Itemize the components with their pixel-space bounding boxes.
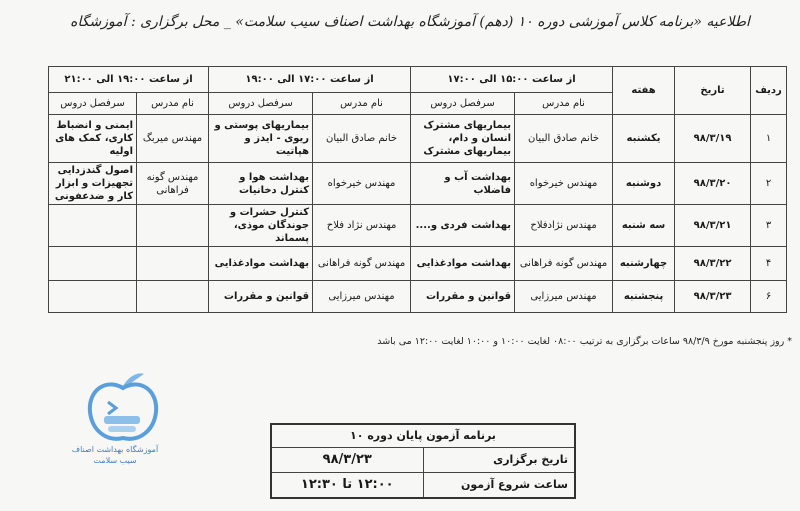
apple-logo-icon	[78, 368, 168, 486]
teacher-cell	[137, 205, 209, 247]
teacher-cell: مهندس میرزایی	[313, 281, 411, 313]
logo-text: آموزشگاه بهداشت اصناف سیب سلامت	[71, 445, 159, 465]
teacher-cell	[137, 247, 209, 281]
table-row	[49, 281, 787, 313]
exam-time-value: ۱۲:۰۰ تا ۱۲:۳۰	[271, 472, 423, 498]
subject-cell: بهداشت هوا و کنترل دخانیات	[209, 163, 313, 205]
teacher-cell: مهندس میرزایی	[515, 281, 613, 313]
subject-cell: بیماریهای پوستی و ریوی - ایدز و هپاتیت	[209, 115, 313, 163]
subject-cell	[49, 205, 137, 247]
teacher-cell: خانم صادق البیان	[515, 115, 613, 163]
exam-title: برنامه آزمون پایان دوره ۱۰	[271, 424, 575, 447]
subject-cell: بهداشت موادغذایی	[209, 247, 313, 281]
header-row-number: ردیف	[751, 67, 787, 115]
teacher-cell: مهندس نژاد فلاح	[313, 205, 411, 247]
header-week: هفته	[613, 67, 675, 115]
teacher-cell: مهندس گونه فراهانی	[515, 247, 613, 281]
teacher-cell: مهندس خیرخواه	[313, 163, 411, 205]
table-row	[49, 205, 787, 247]
subject-cell: بهداشت فردی و....	[411, 205, 515, 247]
date-cell: ۹۸/۳/۱۹	[675, 115, 751, 163]
footnote: * روز پنجشنبه مورخ ۹۸/۳/۹ ساعات برگزاری به ترتیب ۰۸:۰۰ لغایت ۱۰:۰۰ و ۱۰:۰۰ لغایت ۱۲:۰۰ می باشد	[377, 336, 792, 347]
row-number: ۱	[751, 115, 787, 163]
teacher-cell	[137, 281, 209, 313]
header-date: تاریخ	[675, 67, 751, 115]
day-cell: سه شنبه	[613, 205, 675, 247]
subject-cell: قوانین و مقررات	[209, 281, 313, 313]
subject-cell: بهداشت موادغذایی	[411, 247, 515, 281]
table-row	[49, 163, 787, 205]
teacher-cell: مهندس گونه فراهانی	[137, 163, 209, 205]
header-slot-1: از ساعت ۱۵:۰۰ الی ۱۷:۰۰	[411, 67, 613, 93]
teacher-cell: مهندس خیرخواه	[515, 163, 613, 205]
header-teacher: نام مدرس	[515, 93, 613, 115]
subject-cell: قوانین و مقررات	[411, 281, 515, 313]
row-number: ۲	[751, 163, 787, 205]
teacher-cell: مهندس نژادفلاح	[515, 205, 613, 247]
subject-cell: اصول گندزدایی تجهیزات و ابزار کار و ضدعفونی	[49, 163, 137, 205]
date-cell: ۹۸/۳/۲۱	[675, 205, 751, 247]
day-cell: دوشنبه	[613, 163, 675, 205]
day-cell: یکشنبه	[613, 115, 675, 163]
subject-cell: بهداشت آب و فاضلاب	[411, 163, 515, 205]
page-title: اطلاعیه «برنامه کلاس آموزشی دوره ۱۰ (دهم) آموزشگاه بهداشت اصناف سیب سلامت» _ محل برگزاری : آموزشگاه	[70, 14, 750, 30]
exam-table	[270, 423, 576, 499]
header-slot-2: از ساعت ۱۷:۰۰ الی ۱۹:۰۰	[209, 67, 411, 93]
exam-date-value: ۹۸/۳/۲۳	[271, 447, 423, 472]
day-cell: پنجشنبه	[613, 281, 675, 313]
subject-cell	[49, 281, 137, 313]
header-teacher: نام مدرس	[137, 93, 209, 115]
row-number: ۴	[751, 247, 787, 281]
schedule-table	[48, 66, 787, 313]
row-number: ۶	[751, 281, 787, 313]
row-number: ۳	[751, 205, 787, 247]
exam-date-label: تاریخ برگزاری	[423, 447, 575, 472]
header-slot-3: از ساعت ۱۹:۰۰ الی ۲۱:۰۰	[49, 67, 209, 93]
header-subject: سرفصل دروس	[49, 93, 137, 115]
teacher-cell: خانم صادق البیان	[313, 115, 411, 163]
day-cell: چهارشنبه	[613, 247, 675, 281]
teacher-cell: مهندس میربگ	[137, 115, 209, 163]
table-row	[49, 247, 787, 281]
table-row	[49, 115, 787, 163]
exam-time-label: ساعت شروع آزمون	[423, 472, 575, 498]
subject-cell: ایمنی و انضباط کاری، کمک های اولیه	[49, 115, 137, 163]
date-cell: ۹۸/۳/۲۳	[675, 281, 751, 313]
subject-cell: کنترل حشرات و جوندگان موذی، پسماند	[209, 205, 313, 247]
header-subject: سرفصل دروس	[411, 93, 515, 115]
date-cell: ۹۸/۳/۲۲	[675, 247, 751, 281]
header-teacher: نام مدرس	[313, 93, 411, 115]
date-cell: ۹۸/۳/۲۰	[675, 163, 751, 205]
teacher-cell: مهندس گونه فراهانی	[313, 247, 411, 281]
subject-cell: بیماریهای مشترک انسان و دام، بیماریهای مشترک	[411, 115, 515, 163]
subject-cell	[49, 247, 137, 281]
header-subject: سرفصل دروس	[209, 93, 313, 115]
